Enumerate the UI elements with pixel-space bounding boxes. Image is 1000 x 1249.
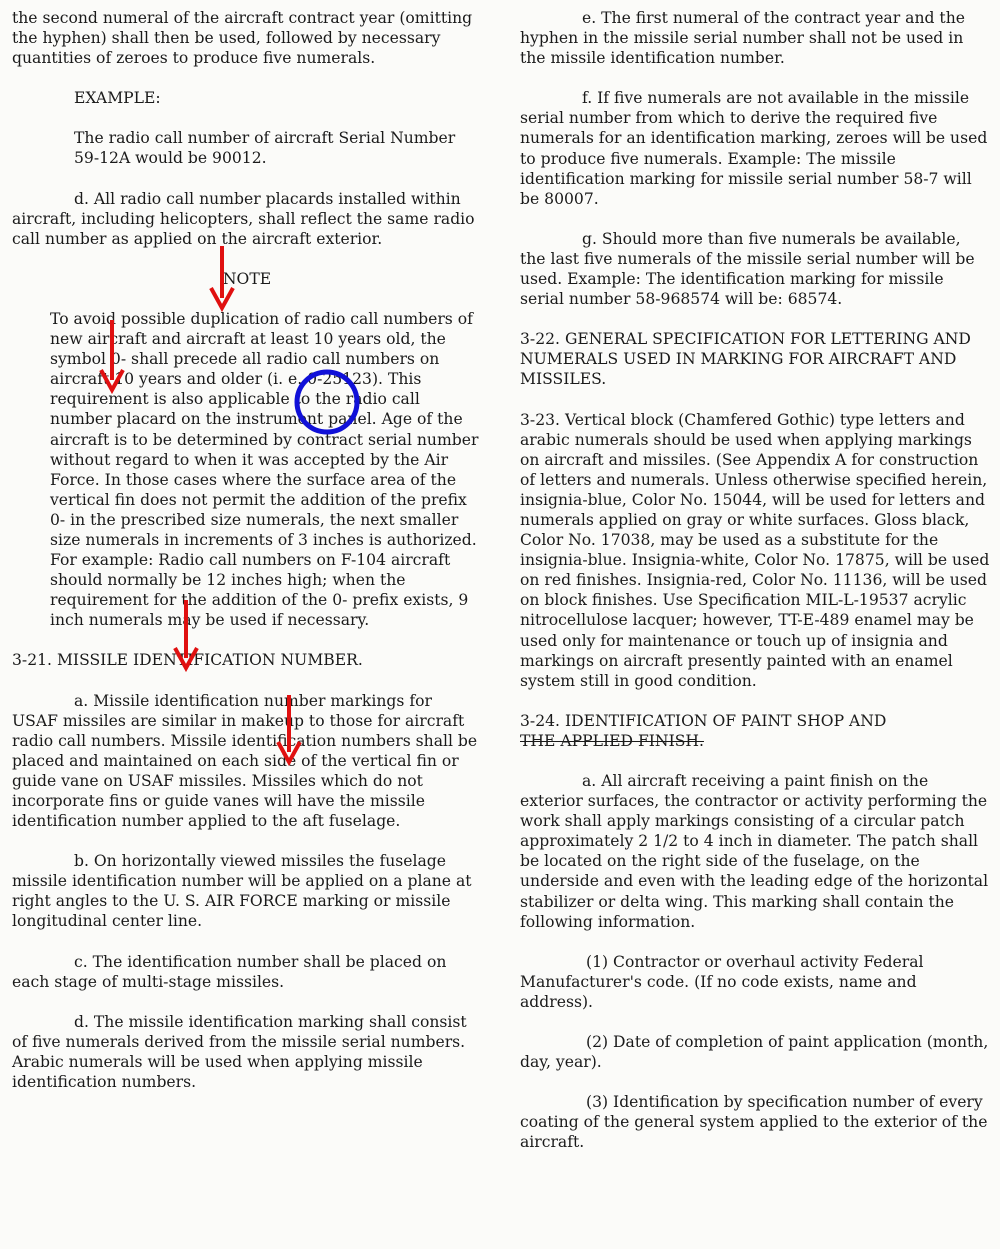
- section-3-24-heading-line1: 3-24. IDENTIFICATION OF PAINT SHOP AND: [520, 711, 887, 730]
- section-3-22-heading: 3-22. GENERAL SPECIFICATION FOR LETTERING AND NUMERALS USED IN MARKING FOR AIRCRAFT AND MISSILES.: [520, 330, 971, 389]
- paragraph-c-stages: c. The identification number shall be placed on each stage of multi-stage missiles.: [12, 952, 447, 991]
- section-3-24-heading-line2: THE APPLIED FINISH.: [520, 731, 704, 750]
- paragraph-a-missile-id: a. Missile identification number markings for USAF missiles are similar in makeup to those for aircraft radio call numbers. Missile identification numbers shall be placed and maintained on each side of the vertical fin or guide vane on USAF missiles. Missiles which do not incorporate fins or guide vanes will have the missile identification number applied to the aft fuselage.: [12, 691, 478, 831]
- paragraph-d-placards: d. All radio call number placards installed within aircraft, including helicopters, shall reflect the same radio call number as applied on the aircraft exterior.: [12, 189, 475, 248]
- paragraph-d-five-numerals: d. The missile identification marking shall consist of five numerals derived from the missile serial numbers. Arabic numerals will be used when applying missile identification numbers.: [12, 1012, 467, 1092]
- section-3-24-heading: [520, 711, 990, 751]
- note-title: NOTE: [222, 269, 272, 288]
- section-3-21-heading: 3-21. MISSILE IDENTIFICATION NUMBER.: [12, 651, 363, 670]
- paragraph-g-last-five: g. Should more than five numerals be available, the last five numerals of the missile serial number will be used. Example: The identification marking for missile serial number 58-968574 will be: 68574.: [520, 229, 975, 309]
- section-3-23-paragraph: 3-23. Vertical block (Chamfered Gothic) type letters and arabic numerals should be used when applying markings on aircraft and missiles. (See Appendix A for construction of letters and numerals. Unless otherwise specified herein, insignia-blue, Color No. 15044, will be used for letters and numerals applied on gray or white surfaces. Gloss black, Color No. 17038, may be used as a substitute for the insignia-blue. Insignia-white, Color No. 17875, will be used on red finishes. Insignia-red, Color No. 11136, will be used on block finishes. Use Specification MIL-L-19537 acrylic nitrocellulose lacquer; however, TT-E-489 enamel may be used only for maintenance or touch up of insignia and markings on aircraft presently painted with an enamel system still in good condition.: [520, 410, 990, 690]
- example-text: The radio call number of aircraft Serial Number 59-12A would be 90012.: [74, 129, 456, 168]
- paragraph-e-contract-year: e. The first numeral of the contract year and the hyphen in the missile serial number shall not be used in the missile identification number.: [520, 9, 965, 68]
- paragraph-a-paint-finish: a. All aircraft receiving a paint finish on the exterior surfaces, the contractor or activity performing the work shall apply markings consisting of a circular patch approximately 2 1/2 to 4 inch in diameter. The patch shall be located on the right side of the fuselage, on the underside and even with the leading edge of the horizontal stabilizer or delta wing. This marking shall contain the following information.: [520, 772, 989, 931]
- paragraph-continuation: the second numeral of the aircraft contract year (omitting the hyphen) shall then be used, followed by necessary quantities of zeroes to produce five numerals.: [12, 9, 473, 68]
- example-label: EXAMPLE:: [74, 89, 161, 108]
- item-2-date: (2) Date of completion of paint application (month, day, year).: [520, 1033, 989, 1072]
- item-3-specification: (3) Identification by specification number of every coating of the general system applied to the exterior of the aircraft.: [520, 1093, 988, 1152]
- paragraph-f-zeroes: f. If five numerals are not available in the missile serial number from which to derive the required five numerals for an identification marking, zeroes will be used to produce five numerals. Example: The missile identification marking for missile serial number 58-7 will be 80007.: [520, 89, 988, 208]
- note-text: To avoid possible duplication of radio call numbers of new aircraft and aircraft at least 10 years old, the symbol 0- shall precede all radio call numbers on aircraft 10 years and older (i. e. 0-25123). This requirement is also applicable to the radio call number placard on the instrument panel. Age of the aircraft is to be determined by contract serial number without regard to when it was accepted by the Air Force. In those cases where the surface area of the vertical fin does not permit the addition of the prefix 0- in the prescribed size numerals, the next smaller size numerals in increments of 3 inches is authorized. For example: Radio call numbers on F-104 aircraft should normally be 12 inches high; when the requirement for the addition of the 0- prefix exists, 9 inch numerals may be used if necessary.: [50, 309, 479, 630]
- item-1-contractor: (1) Contractor or overhaul activity Federal Manufacturer's code. (If no code exists, name and address).: [520, 952, 924, 1011]
- left-column: [12, 8, 482, 1092]
- paragraph-b-horizontal: b. On horizontally viewed missiles the fuselage missile identification number will be applied on a plane at right angles to the U. S. AIR FORCE marking or missile longitudinal center line.: [12, 852, 472, 931]
- right-column: [520, 8, 990, 1153]
